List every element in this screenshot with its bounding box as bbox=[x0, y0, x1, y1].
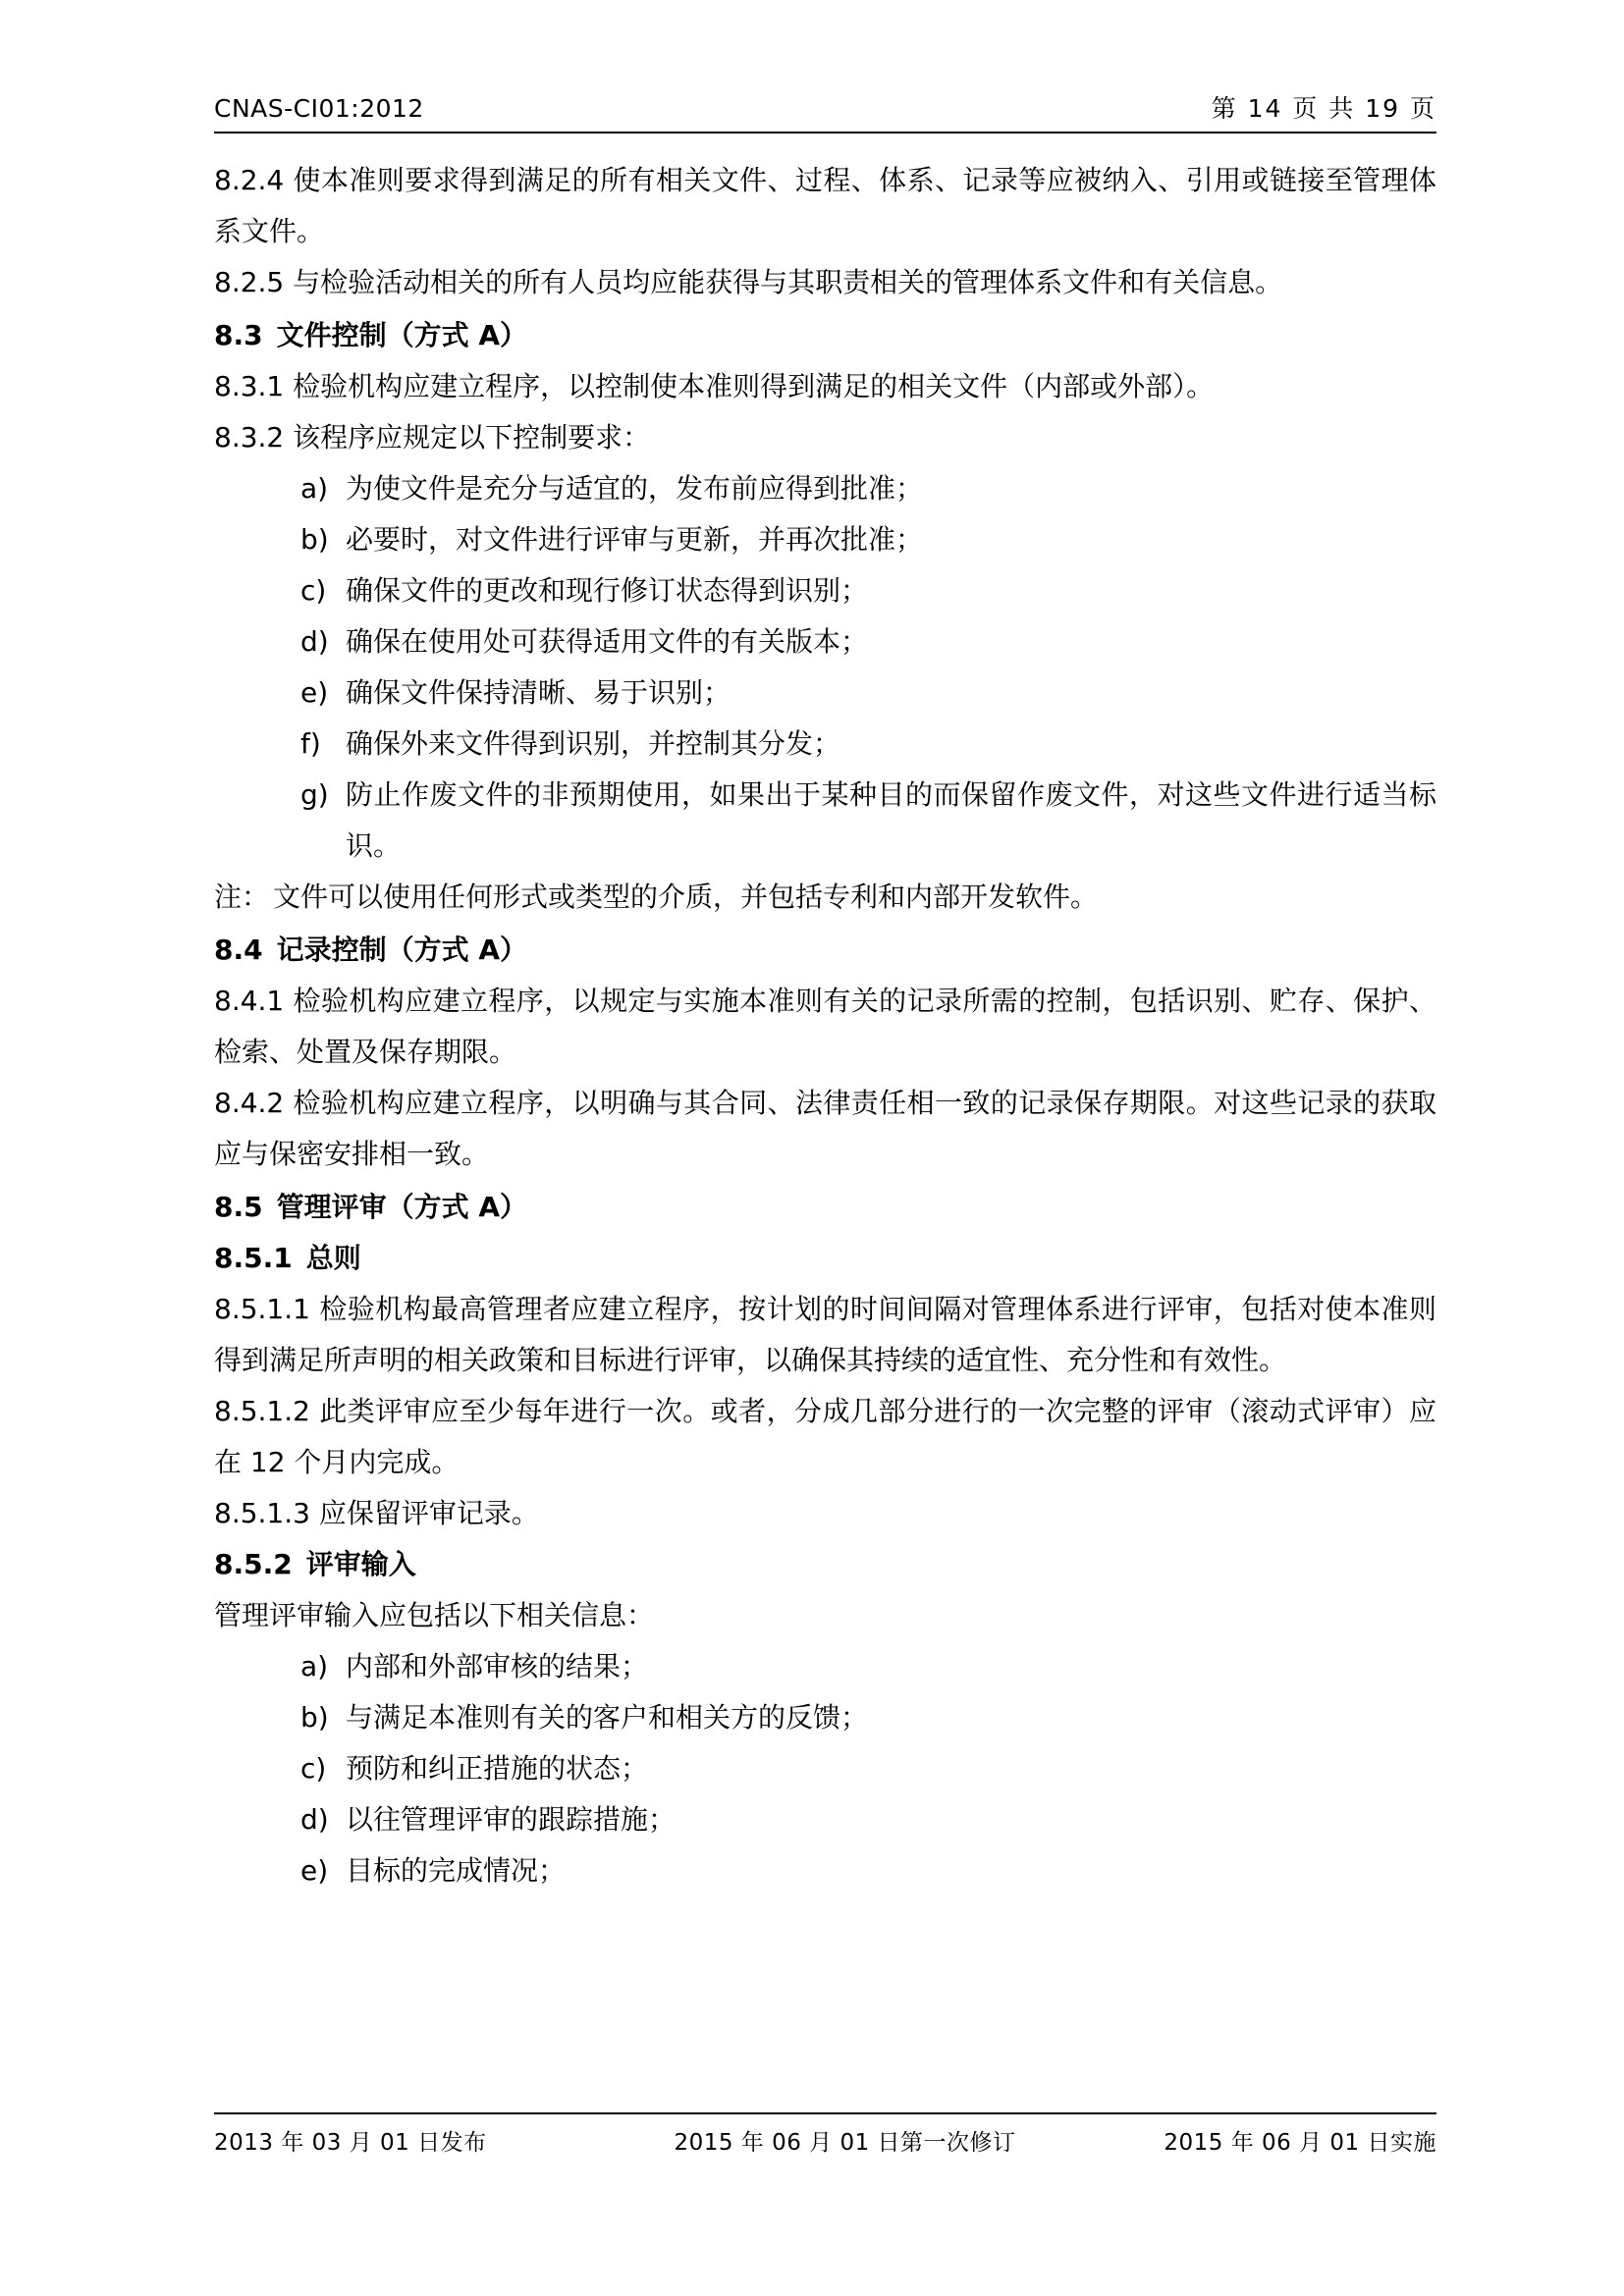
list-marker: d) bbox=[300, 625, 329, 658]
note-8-3 bbox=[214, 872, 1436, 923]
list-item bbox=[214, 1692, 1436, 1743]
list-marker: e) bbox=[300, 1854, 329, 1887]
document-body bbox=[214, 133, 1436, 1896]
list-marker: d) bbox=[300, 1803, 329, 1836]
paragraph-8-5-1-2: 8.5.1.2 此类评审应至少每年进行一次。或者，分成几部分进行的一次完整的评审（滚动式评审）应在 12 个月内完成。 bbox=[214, 1395, 1436, 1478]
list-item bbox=[214, 565, 1436, 616]
heading-8-4-number: 8.4 bbox=[214, 934, 263, 966]
heading-8-3-number: 8.3 bbox=[214, 319, 263, 351]
page-footer bbox=[214, 2112, 1436, 2157]
list-item bbox=[214, 1845, 1436, 1896]
heading-8-5-2-number: 8.5.2 bbox=[214, 1548, 293, 1580]
heading-8-5-2-title: 评审输入 bbox=[305, 1548, 416, 1580]
note-label: 注： bbox=[214, 881, 270, 913]
list-text: 确保在使用处可获得适用文件的有关版本； bbox=[346, 625, 869, 658]
heading-8-5-1-number: 8.5.1 bbox=[214, 1242, 293, 1274]
document-code: CNAS-CI01:2012 bbox=[214, 94, 424, 123]
heading-8-3-title: 文件控制（方式 A） bbox=[276, 319, 528, 351]
footer-effective-date: 2015 年 06 月 01 日实施 bbox=[1164, 2130, 1436, 2156]
page-header bbox=[214, 94, 1436, 133]
list-marker: c) bbox=[300, 574, 327, 607]
paragraph-8-4-1: 8.4.1 检验机构应建立程序，以规定与实施本准则有关的记录所需的控制，包括识别、贮存、保护、检索、处置及保存期限。 bbox=[214, 985, 1436, 1068]
page-content bbox=[214, 94, 1436, 1896]
list-marker: b) bbox=[300, 523, 329, 556]
list-item bbox=[214, 616, 1436, 667]
list-item bbox=[214, 1794, 1436, 1845]
list-item bbox=[214, 719, 1436, 770]
list-8-5-2 bbox=[214, 1641, 1436, 1896]
list-text: 确保外来文件得到识别，并控制其分发； bbox=[346, 727, 841, 760]
list-text: 内部和外部审核的结果； bbox=[346, 1650, 649, 1682]
heading-8-4-title: 记录控制（方式 A） bbox=[276, 934, 528, 966]
list-marker: b) bbox=[300, 1701, 329, 1734]
list-item bbox=[214, 667, 1436, 719]
list-marker: a) bbox=[300, 1650, 329, 1682]
heading-8-5-2 bbox=[214, 1539, 1436, 1590]
list-item bbox=[214, 1641, 1436, 1692]
paragraph-8-5-2-lead: 管理评审输入应包括以下相关信息： bbox=[214, 1599, 655, 1631]
list-text: 确保文件的更改和现行修订状态得到识别； bbox=[346, 574, 869, 607]
footer-revision: 2015 年 06 月 01 日第一次修订 bbox=[674, 2130, 1016, 2156]
list-text: 确保文件保持清晰、易于识别； bbox=[346, 676, 731, 709]
heading-8-5-title: 管理评审（方式 A） bbox=[276, 1191, 528, 1223]
paragraph-8-5-1-1: 8.5.1.1 检验机构最高管理者应建立程序，按计划的时间间隔对管理体系进行评审，包括对使本准则得到满足所声明的相关政策和目标进行评审，以确保其持续的适宜性、充分性和有效性。 bbox=[214, 1293, 1436, 1376]
list-text: 为使文件是充分与适宜的，发布前应得到批准； bbox=[346, 472, 924, 505]
paragraph-8-3-2: 8.3.2 该程序应规定以下控制要求： bbox=[214, 421, 651, 454]
heading-8-5-number: 8.5 bbox=[214, 1191, 263, 1223]
list-marker: c) bbox=[300, 1752, 327, 1785]
paragraph-8-4-2: 8.4.2 检验机构应建立程序，以明确与其合同、法律责任相一致的记录保存期限。对这些记录的获取应与保密安排相一致。 bbox=[214, 1087, 1436, 1170]
list-text: 防止作废文件的非预期使用，如果出于某种目的而保留作废文件，对这些文件进行适当标识。 bbox=[346, 778, 1436, 862]
list-text: 与满足本准则有关的客户和相关方的反馈； bbox=[346, 1701, 869, 1734]
footer-issue-date: 2013 年 03 月 01 日发布 bbox=[214, 2130, 487, 2156]
list-item bbox=[214, 514, 1436, 565]
page-number: 第 14 页 共 19 页 bbox=[1211, 94, 1436, 123]
list-text: 预防和纠正措施的状态； bbox=[346, 1752, 649, 1785]
list-text: 以往管理评审的跟踪措施； bbox=[346, 1803, 677, 1836]
paragraph-8-5-1-3: 8.5.1.3 应保留评审记录。 bbox=[214, 1497, 539, 1529]
note-text: 文件可以使用任何形式或类型的介质，并包括专利和内部开发软件。 bbox=[273, 881, 1099, 913]
list-marker: a) bbox=[300, 472, 329, 505]
paragraph-8-3-1: 8.3.1 检验机构应建立程序，以控制使本准则得到满足的相关文件（内部或外部）。 bbox=[214, 370, 1215, 402]
paragraph-8-2-4: 8.2.4 使本准则要求得到满足的所有相关文件、过程、体系、记录等应被纳入、引用或链接至管理体系文件。 bbox=[214, 164, 1436, 247]
list-item bbox=[214, 1743, 1436, 1794]
list-item bbox=[214, 770, 1436, 872]
list-8-3-2 bbox=[214, 463, 1436, 872]
paragraph-8-2-5: 8.2.5 与检验活动相关的所有人员均应能获得与其职责相关的管理体系文件和有关信息。 bbox=[214, 266, 1283, 298]
heading-8-5-1-title: 总则 bbox=[305, 1242, 361, 1274]
heading-8-3 bbox=[214, 310, 1436, 361]
list-marker: g) bbox=[300, 778, 329, 811]
list-item bbox=[214, 463, 1436, 514]
list-marker: f) bbox=[300, 727, 321, 760]
heading-8-4 bbox=[214, 925, 1436, 976]
list-text: 目标的完成情况； bbox=[346, 1854, 567, 1887]
heading-8-5 bbox=[214, 1182, 1436, 1233]
list-text: 必要时，对文件进行评审与更新，并再次批准； bbox=[346, 523, 924, 556]
list-marker: e) bbox=[300, 676, 329, 709]
heading-8-5-1 bbox=[214, 1233, 1436, 1284]
